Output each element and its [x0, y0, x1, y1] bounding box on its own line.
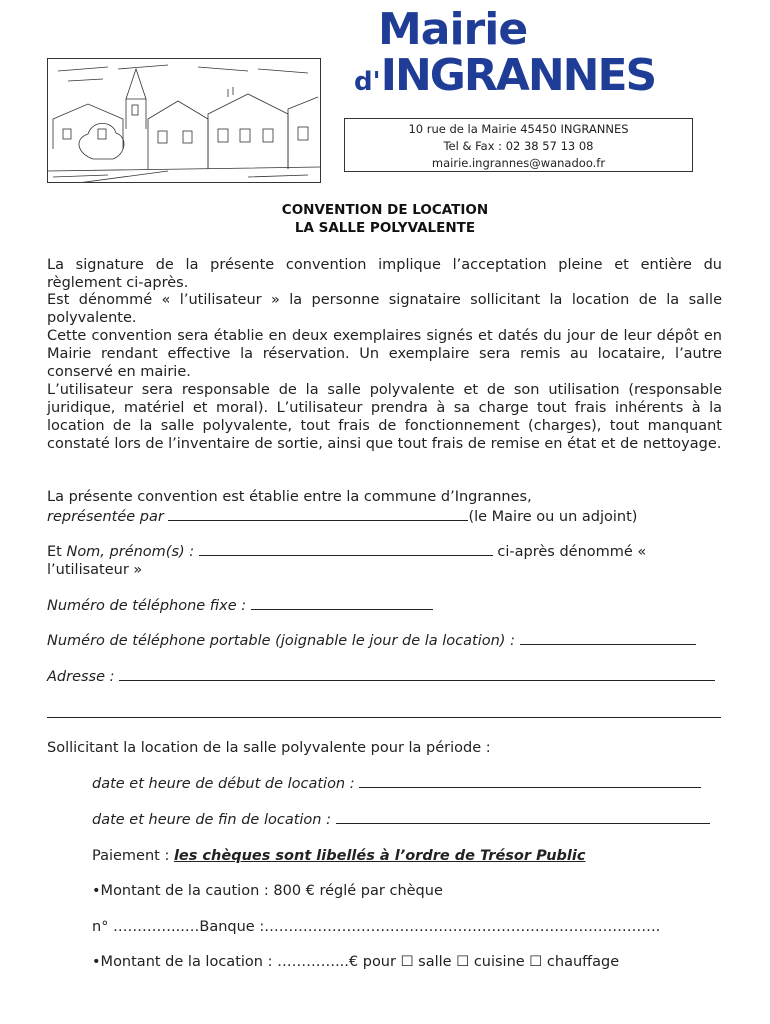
document-title: CONVENTION DE LOCATION: [281, 202, 489, 218]
deposit-line: •Montant de la caution : 800 € réglé par chèque: [92, 883, 443, 899]
logo-subtitle: [354, 50, 656, 101]
contact-box: [344, 118, 693, 172]
document-subtitle: LA SALLE POLYVALENTE: [294, 220, 476, 236]
start-row: [92, 774, 701, 793]
logo-title: Mairie: [378, 4, 528, 55]
name-suffix-line2: l’utilisateur »: [47, 562, 143, 578]
name-row: [47, 542, 646, 561]
paragraph-responsibility: L’utilisateur sera responsable de la salle polyvalente et de son utilisation (responsable juridique, matériel et moral). L’utilisateur prendra à sa charge tout frais inhérents à la location de la salle polyvalente, tout frais de fonctionnement (charges), tout manquant constaté lors de l’inventaire de sortie, ainsi que tout frais de remise en état et de nettoyage.: [47, 382, 722, 452]
payment-label: Paiement :: [92, 848, 174, 864]
name-field[interactable]: [199, 542, 493, 556]
name-label: Nom, prénom(s) :: [66, 544, 195, 560]
contact-email: mairie.ingrannes@wanadoo.fr: [431, 156, 606, 170]
represented-field[interactable]: [168, 507, 468, 521]
commune-line: La présente convention est établie entre la commune d’Ingrannes,: [47, 489, 532, 505]
logo-prefix: d': [354, 67, 381, 97]
et-label: Et: [47, 544, 67, 560]
contact-phone: Tel & Fax : 02 38 57 13 08: [443, 139, 594, 153]
start-label: date et heure de début de location :: [92, 776, 355, 792]
village-sketch-image: [47, 58, 321, 183]
logo-name: INGRANNES: [380, 50, 656, 101]
represented-suffix: (le Maire ou un adjoint): [468, 509, 638, 525]
paragraph-copies: Cette convention sera établie en deux exemplaires signés et datés du jour de leur dépôt en Mairie rendant effective la réservation. Un exemplaire sera remis au locataire, l’autre conservé en mairie.: [47, 328, 722, 380]
end-row: [92, 810, 710, 829]
paragraph-acceptance: La signature de la présente convention implique l’acceptation pleine et entière du règlement ci-après.: [47, 257, 722, 291]
address-label: Adresse :: [47, 669, 115, 685]
name-suffix: ci-après dénommé «: [492, 544, 647, 560]
represented-row: [47, 507, 637, 526]
phone-mobile-row: [47, 631, 696, 650]
payment-row: [92, 847, 585, 865]
end-field[interactable]: [336, 810, 710, 824]
paragraph-user-definition: Est dénommé « l’utilisateur » la personne signataire sollicitant la location de la salle polyvalente.: [47, 292, 722, 326]
phone-fixed-row: [47, 596, 433, 615]
cheque-bank-line: n° …………...…Banque :……………………………………………………………………….: [92, 919, 661, 935]
address-row: [47, 667, 715, 686]
request-line: Sollicitant la location de la salle polyvalente pour la période :: [47, 740, 491, 756]
rental-amount-line: •Montant de la location : …………...€ pour ☐ salle ☐ cuisine ☐ chauffage: [92, 954, 620, 970]
start-field[interactable]: [359, 774, 701, 788]
phone-mobile-field[interactable]: [520, 631, 696, 645]
phone-mobile-label: Numéro de téléphone portable (joignable le jour de la location) :: [47, 633, 515, 649]
payment-note: les chèques sont libellés à l’ordre de Trésor Public: [173, 848, 586, 864]
end-label: date et heure de fin de location :: [92, 812, 331, 828]
represented-label: représentée par: [47, 509, 164, 525]
sketch-drawing: [48, 59, 321, 183]
phone-fixed-field[interactable]: [251, 596, 433, 610]
address-field-line2[interactable]: [47, 717, 721, 718]
address-field[interactable]: [119, 667, 715, 681]
phone-fixed-label: Numéro de téléphone fixe :: [47, 598, 247, 614]
contact-address: 10 rue de la Mairie 45450 INGRANNES: [408, 122, 629, 136]
